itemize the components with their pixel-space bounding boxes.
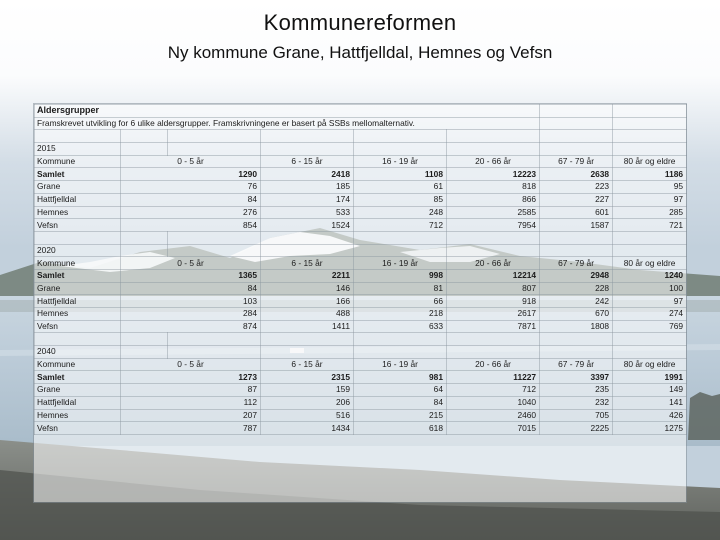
column-header-age-group: 80 år og eldre (613, 155, 687, 168)
column-header-age-group: 16 - 19 år (354, 155, 447, 168)
cell-value: 712 (447, 384, 540, 397)
cell-value: 2638 (540, 168, 613, 181)
cell-value: 227 (540, 193, 613, 206)
cell-value: 488 (261, 308, 354, 321)
column-header-age-group: 80 år og eldre (613, 257, 687, 270)
cell-value: 206 (261, 396, 354, 409)
cell-value: 981 (354, 371, 447, 384)
column-header-kommune: Kommune (35, 358, 121, 371)
cell-value: 807 (447, 282, 540, 295)
cell-value: 97 (613, 295, 687, 308)
cell-value: 618 (354, 422, 447, 435)
row-label: Grane (35, 282, 121, 295)
cell-value: 103 (121, 295, 261, 308)
cell-value: 516 (261, 409, 354, 422)
row-label: Vefsn (35, 219, 121, 232)
row-label: Hattfjelldal (35, 396, 121, 409)
cell-value: 1290 (121, 168, 261, 181)
cell-value: 84 (121, 193, 261, 206)
cell-value: 426 (613, 409, 687, 422)
column-header-kommune: Kommune (35, 155, 121, 168)
cell-value: 76 (121, 181, 261, 194)
column-header-kommune: Kommune (35, 257, 121, 270)
cell-value: 84 (354, 396, 447, 409)
cell-value: 215 (354, 409, 447, 422)
column-header-age-group: 16 - 19 år (354, 358, 447, 371)
cell-value: 97 (613, 193, 687, 206)
section-year: 2015 (35, 143, 121, 156)
cell-value: 2617 (447, 308, 540, 321)
cell-value: 1273 (121, 371, 261, 384)
cell-value: 854 (121, 219, 261, 232)
cell-value: 705 (540, 409, 613, 422)
cell-value: 533 (261, 206, 354, 219)
column-header-age-group: 20 - 66 år (447, 358, 540, 371)
table-row (35, 409, 687, 422)
cell-value: 12223 (447, 168, 540, 181)
row-label: Samlet (35, 269, 121, 282)
table-header-row (35, 358, 687, 371)
cell-value: 998 (354, 269, 447, 282)
table-row (35, 308, 687, 321)
table-row (35, 282, 687, 295)
table-description: Framskrevet utvikling for 6 ulike aldersgrupper. Framskrivningene er basert på SSBs mellomalternativ. (35, 117, 540, 130)
table-row (35, 422, 687, 435)
cell-value: 2315 (261, 371, 354, 384)
cell-value: 284 (121, 308, 261, 321)
slide-subtitle: Ny kommune Grane, Hattfjelldal, Hemnes og Vefsn (167, 43, 553, 62)
cell-value: 1275 (613, 422, 687, 435)
row-label: Hattfjelldal (35, 295, 121, 308)
spacer-row (35, 333, 687, 346)
cell-value: 64 (354, 384, 447, 397)
cell-value: 84 (121, 282, 261, 295)
row-label: Hemnes (35, 409, 121, 422)
cell-value: 1040 (447, 396, 540, 409)
cell-value: 146 (261, 282, 354, 295)
cell-value: 285 (613, 206, 687, 219)
cell-value: 874 (121, 320, 261, 333)
cell-value: 769 (613, 320, 687, 333)
cell-value: 100 (613, 282, 687, 295)
cell-value: 1411 (261, 320, 354, 333)
cell-value: 242 (540, 295, 613, 308)
cell-value: 174 (261, 193, 354, 206)
cell-value: 159 (261, 384, 354, 397)
table-row (35, 181, 687, 194)
cell-value: 818 (447, 181, 540, 194)
cell-value: 1434 (261, 422, 354, 435)
column-header-age-group: 0 - 5 år (121, 257, 261, 270)
table-row (35, 371, 687, 384)
cell-value: 248 (354, 206, 447, 219)
column-header-age-group: 0 - 5 år (121, 155, 261, 168)
cell-value: 228 (540, 282, 613, 295)
cell-value: 166 (261, 295, 354, 308)
table-row (35, 219, 687, 232)
table-row (35, 269, 687, 282)
row-label: Hattfjelldal (35, 193, 121, 206)
column-header-age-group: 67 - 79 år (540, 257, 613, 270)
column-header-age-group: 20 - 66 år (447, 257, 540, 270)
cell-value: 2585 (447, 206, 540, 219)
row-label: Hemnes (35, 308, 121, 321)
spacer-row (35, 231, 687, 244)
cell-value: 2460 (447, 409, 540, 422)
column-header-age-group: 67 - 79 år (540, 358, 613, 371)
cell-value: 2211 (261, 269, 354, 282)
cell-value: 7954 (447, 219, 540, 232)
cell-value: 601 (540, 206, 613, 219)
cell-value: 1524 (261, 219, 354, 232)
cell-value: 1240 (613, 269, 687, 282)
cell-value: 223 (540, 181, 613, 194)
cell-value: 207 (121, 409, 261, 422)
table-header-row (35, 257, 687, 270)
table-row (35, 320, 687, 333)
cell-value: 87 (121, 384, 261, 397)
table-heading: Aldersgrupper (35, 105, 540, 118)
cell-value: 866 (447, 193, 540, 206)
row-label: Grane (35, 181, 121, 194)
cell-value: 85 (354, 193, 447, 206)
cell-value: 112 (121, 396, 261, 409)
row-label: Vefsn (35, 422, 121, 435)
cell-value: 61 (354, 181, 447, 194)
row-label: Hemnes (35, 206, 121, 219)
column-header-age-group: 20 - 66 år (447, 155, 540, 168)
cell-value: 1587 (540, 219, 613, 232)
table-row (35, 244, 687, 257)
row-label: Vefsn (35, 320, 121, 333)
section-year: 2040 (35, 346, 121, 359)
column-header-age-group: 6 - 15 år (261, 358, 354, 371)
cell-value: 1991 (613, 371, 687, 384)
column-header-age-group: 6 - 15 år (261, 257, 354, 270)
cell-value: 1808 (540, 320, 613, 333)
cell-value: 1108 (354, 168, 447, 181)
cell-value: 7871 (447, 320, 540, 333)
cell-value: 3397 (540, 371, 613, 384)
column-header-age-group: 67 - 79 år (540, 155, 613, 168)
cell-value: 66 (354, 295, 447, 308)
cell-value: 787 (121, 422, 261, 435)
cell-value: 11227 (447, 371, 540, 384)
cell-value: 218 (354, 308, 447, 321)
cell-value: 12214 (447, 269, 540, 282)
cell-value: 149 (613, 384, 687, 397)
table-row (35, 396, 687, 409)
table-row (35, 346, 687, 359)
table-row (35, 143, 687, 156)
column-header-age-group: 80 år og eldre (613, 358, 687, 371)
cell-value: 918 (447, 295, 540, 308)
table-row (35, 206, 687, 219)
column-header-age-group: 6 - 15 år (261, 155, 354, 168)
cell-value: 185 (261, 181, 354, 194)
cell-value: 2225 (540, 422, 613, 435)
cell-value: 276 (121, 206, 261, 219)
table-row (35, 384, 687, 397)
cell-value: 2418 (261, 168, 354, 181)
cell-value: 1365 (121, 269, 261, 282)
cell-value: 712 (354, 219, 447, 232)
cell-value: 95 (613, 181, 687, 194)
cell-value: 1186 (613, 168, 687, 181)
cell-value: 235 (540, 384, 613, 397)
cell-value: 721 (613, 219, 687, 232)
age-group-grid (34, 104, 687, 435)
cell-value: 274 (613, 308, 687, 321)
cell-value: 7015 (447, 422, 540, 435)
cell-value: 81 (354, 282, 447, 295)
section-year: 2020 (35, 244, 121, 257)
cell-value: 141 (613, 396, 687, 409)
table-row (35, 295, 687, 308)
cell-value: 232 (540, 396, 613, 409)
column-header-age-group: 16 - 19 år (354, 257, 447, 270)
cell-value: 2948 (540, 269, 613, 282)
cell-value: 633 (354, 320, 447, 333)
age-group-table (34, 104, 686, 502)
row-label: Samlet (35, 168, 121, 181)
slide-title: Kommunereformen (263, 10, 457, 35)
column-header-age-group: 0 - 5 år (121, 358, 261, 371)
cell-value: 670 (540, 308, 613, 321)
table-header-row (35, 155, 687, 168)
table-row (35, 193, 687, 206)
table-row (35, 168, 687, 181)
row-label: Samlet (35, 371, 121, 384)
row-label: Grane (35, 384, 121, 397)
